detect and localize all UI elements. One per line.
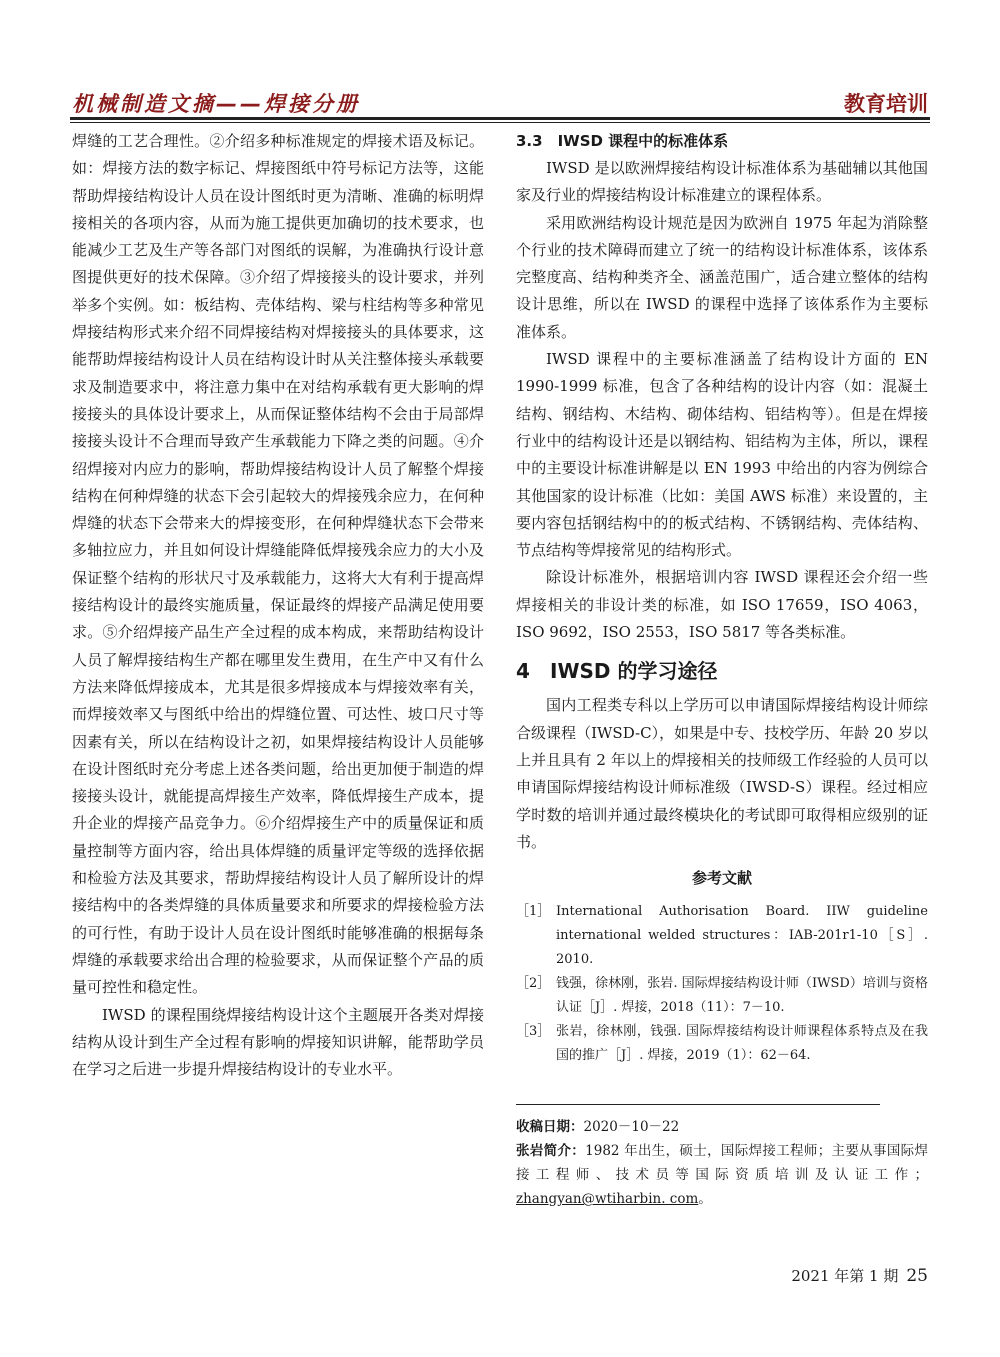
left-column — [72, 128, 484, 1083]
received-date: 2020－10－22 — [583, 1119, 680, 1136]
reference-number: ［3］ — [516, 1024, 551, 1040]
page-footer — [791, 1265, 928, 1286]
body-paragraph: 采用欧洲结构设计规范是因为欧洲自 1975 年起为消除整个行业的技术障碍而建立了统一的结构设计标准体系，该体系完整度高、结构种类齐全、涵盖范围广，适合建立整体的结构设计思维，所以在 IWSD 的课程中选择了该体系作为主要标准体系。 — [516, 213, 928, 341]
section-title: IWSD 的学习途径 — [550, 659, 718, 684]
page-number: 25 — [906, 1266, 928, 1286]
body-paragraph: IWSD 是以欧洲焊接结构设计标准体系为基础辅以其他国家及行业的焊接结构设计标准建立的课程体系。 — [516, 159, 928, 205]
section-number: 4 — [516, 659, 530, 684]
header-rule-thin — [70, 122, 930, 123]
body-paragraph: IWSD 课程中的主要标准涵盖了结构设计方面的 EN 1990-1999 标准，包含了各种结构的设计内容（如：混凝土结构、钢结构、木结构、砌体结构、铝结构等）。但是在焊接行业中的结构设计还是以钢结构、铝结构为主体，所以，课程中的主要设计标准讲解是以 EN 1993 中给出的内容为例综合其他国家的设计标准（比如：美国 AWS 标准）来设置的，主要内容包括钢结构中的的板式结构、不锈钢结构、壳体结构、节点结构等焊接常见的结构形式。 — [516, 350, 928, 560]
reference-item — [516, 900, 928, 972]
received-label: 收稿日期： — [516, 1119, 584, 1136]
reference-number: ［1］ — [516, 904, 551, 920]
journal-title: 机械制造文摘——焊接分册 — [72, 92, 360, 116]
body-paragraph: IWSD 的课程围绕焊接结构设计这个主题展开各类对焊接结构从设计到生产全过程有影响的焊接知识讲解，能帮助学员在学习之后进一步提升焊接结构设计的专业水平。 — [72, 1005, 484, 1079]
author-bio-note — [516, 1139, 928, 1211]
reference-text: 钱强，徐林刚，张岩. 国际焊接结构设计师（IWSD）培训与资格认证［J］. 焊接，2018（11）：7－10. — [556, 976, 928, 1016]
bio-end: 。 — [698, 1191, 712, 1208]
body-paragraph: 除设计标准外，根据培训内容 IWSD 课程还会介绍一些焊接相关的非设计类的标准，如 ISO 17659，ISO 4063，ISO 9692，ISO 2553，ISO 5817 等各类标准。 — [516, 568, 928, 642]
author-email-link[interactable]: zhangyan@wtiharbin. com — [516, 1191, 699, 1208]
body-paragraph: 焊缝的工艺合理性。②介绍多种标准规定的焊接术语及标记。如：焊接方法的数字标记、焊接图纸中符号标记方法等，这能帮助焊接结构设计人员在设计图纸时更为清晰、准确的标明焊接相关的各项内容，从而为施工提供更加确切的技术要求，也能减少工艺及生产等各部门对图纸的误解，为准确执行设计意图提供更好的技术保障。③介绍了焊接接头的设计要求，并列举多个实例。如：板结构、壳体结构、梁与柱结构等多种常见焊接结构形式来介绍不同焊接结构对焊接接头的具体要求，这能帮助焊接结构设计人员在结构设计时从关注整体接头承载要求及制造要求中，将注意力集中在对结构承载有更大影响的焊接接头的具体设计要求上，从而保证整体结构不会由于局部焊接接头设计不合理而导致产生承载能力下降之类的问题。④介绍焊接对内应力的影响，帮助焊接结构设计人员了解整个焊接结构在何种焊缝的状态下会引起较大的焊接残余应力，在何种焊缝的状态下会带来大的焊接变形，在何种焊缝状态下会带来多轴拉应力，并且如何设计焊缝能降低焊接残余应力的大小及保证整个结构的形状尺寸及承载能力，这将大大有利于提高焊接结构设计的最终实施质量，保证最终的焊接产品满足使用要求。⑤介绍焊接产品生产全过程的成本构成，来帮助结构设计人员了解焊接结构生产都在哪里发生费用，在生产中又有什么方法来降低焊接成本，尤其是很多焊接成本与焊接效率有关，而焊接效率又与图纸中给出的焊缝位置、可达性、坡口尺寸等因素有关，所以在结构设计之初，如果焊接结构设计人员能够在设计图纸时充分考虑上述各类问题，给出更加便于制造的焊接接头设计，就能提高焊接生产效率，降低焊接生产成本，提升企业的焊接产品竞争力。⑥介绍焊接生产中的质量保证和质量控制等方面内容，给出具体焊缝的质量评定等级的选择依据和检验方法及其要求，帮助焊接结构设计人员了解所设计的焊接结构中的各类焊缝的具体质量要求和所要求的焊接检验方法的可行性，有助于设计人员在设计图纸时能够准确的根据每条焊缝的承载要求给出合理的检验要求，从而保证整个产品的质量可控性和稳定性。 — [72, 132, 484, 997]
right-column — [516, 128, 928, 1211]
reference-item — [516, 972, 928, 1020]
header-rule — [70, 117, 930, 120]
body-paragraph: 国内工程类专科以上学历可以申请国际焊接结构设计师综合级课程（IWSD-C），如果是中专、技校学历、年龄 20 岁以上并且具有 2 年以上的焊接相关的技师级工作经验的人员可以申请国际焊接结构设计师标准级（IWSD-S）课程。经过相应学时数的培训并通过最终模块化的考试即可取得相应级别的证书。 — [516, 696, 928, 851]
reference-item — [516, 1020, 928, 1068]
issue-label: 2021 年第 1 期 — [791, 1267, 899, 1285]
section-heading — [516, 652, 928, 690]
footnote-rule — [516, 1104, 880, 1105]
bio-label: 张岩简介： — [516, 1143, 586, 1160]
received-date-note — [516, 1115, 928, 1139]
reference-number: ［2］ — [516, 976, 551, 992]
reference-text: International Authorisation Board. IIW guideline international welded structures：IAB-201r1-10［S］. 2010. — [556, 904, 928, 968]
section-label: 教育培训 — [844, 92, 928, 116]
subsection-heading: 3.3 IWSD 课程中的标准体系 — [516, 132, 729, 150]
reference-text: 张岩，徐林刚，钱强. 国际焊接结构设计师课程体系特点及在我国的推广［J］. 焊接，2019（1）：62－64. — [556, 1024, 928, 1064]
references-title: 参考文献 — [691, 869, 752, 888]
bio-text: 1982 年出生，硕士，国际焊接工程师；主要从事国际焊接工程师、技术员等国际资质培训及认证工作； — [516, 1143, 928, 1184]
